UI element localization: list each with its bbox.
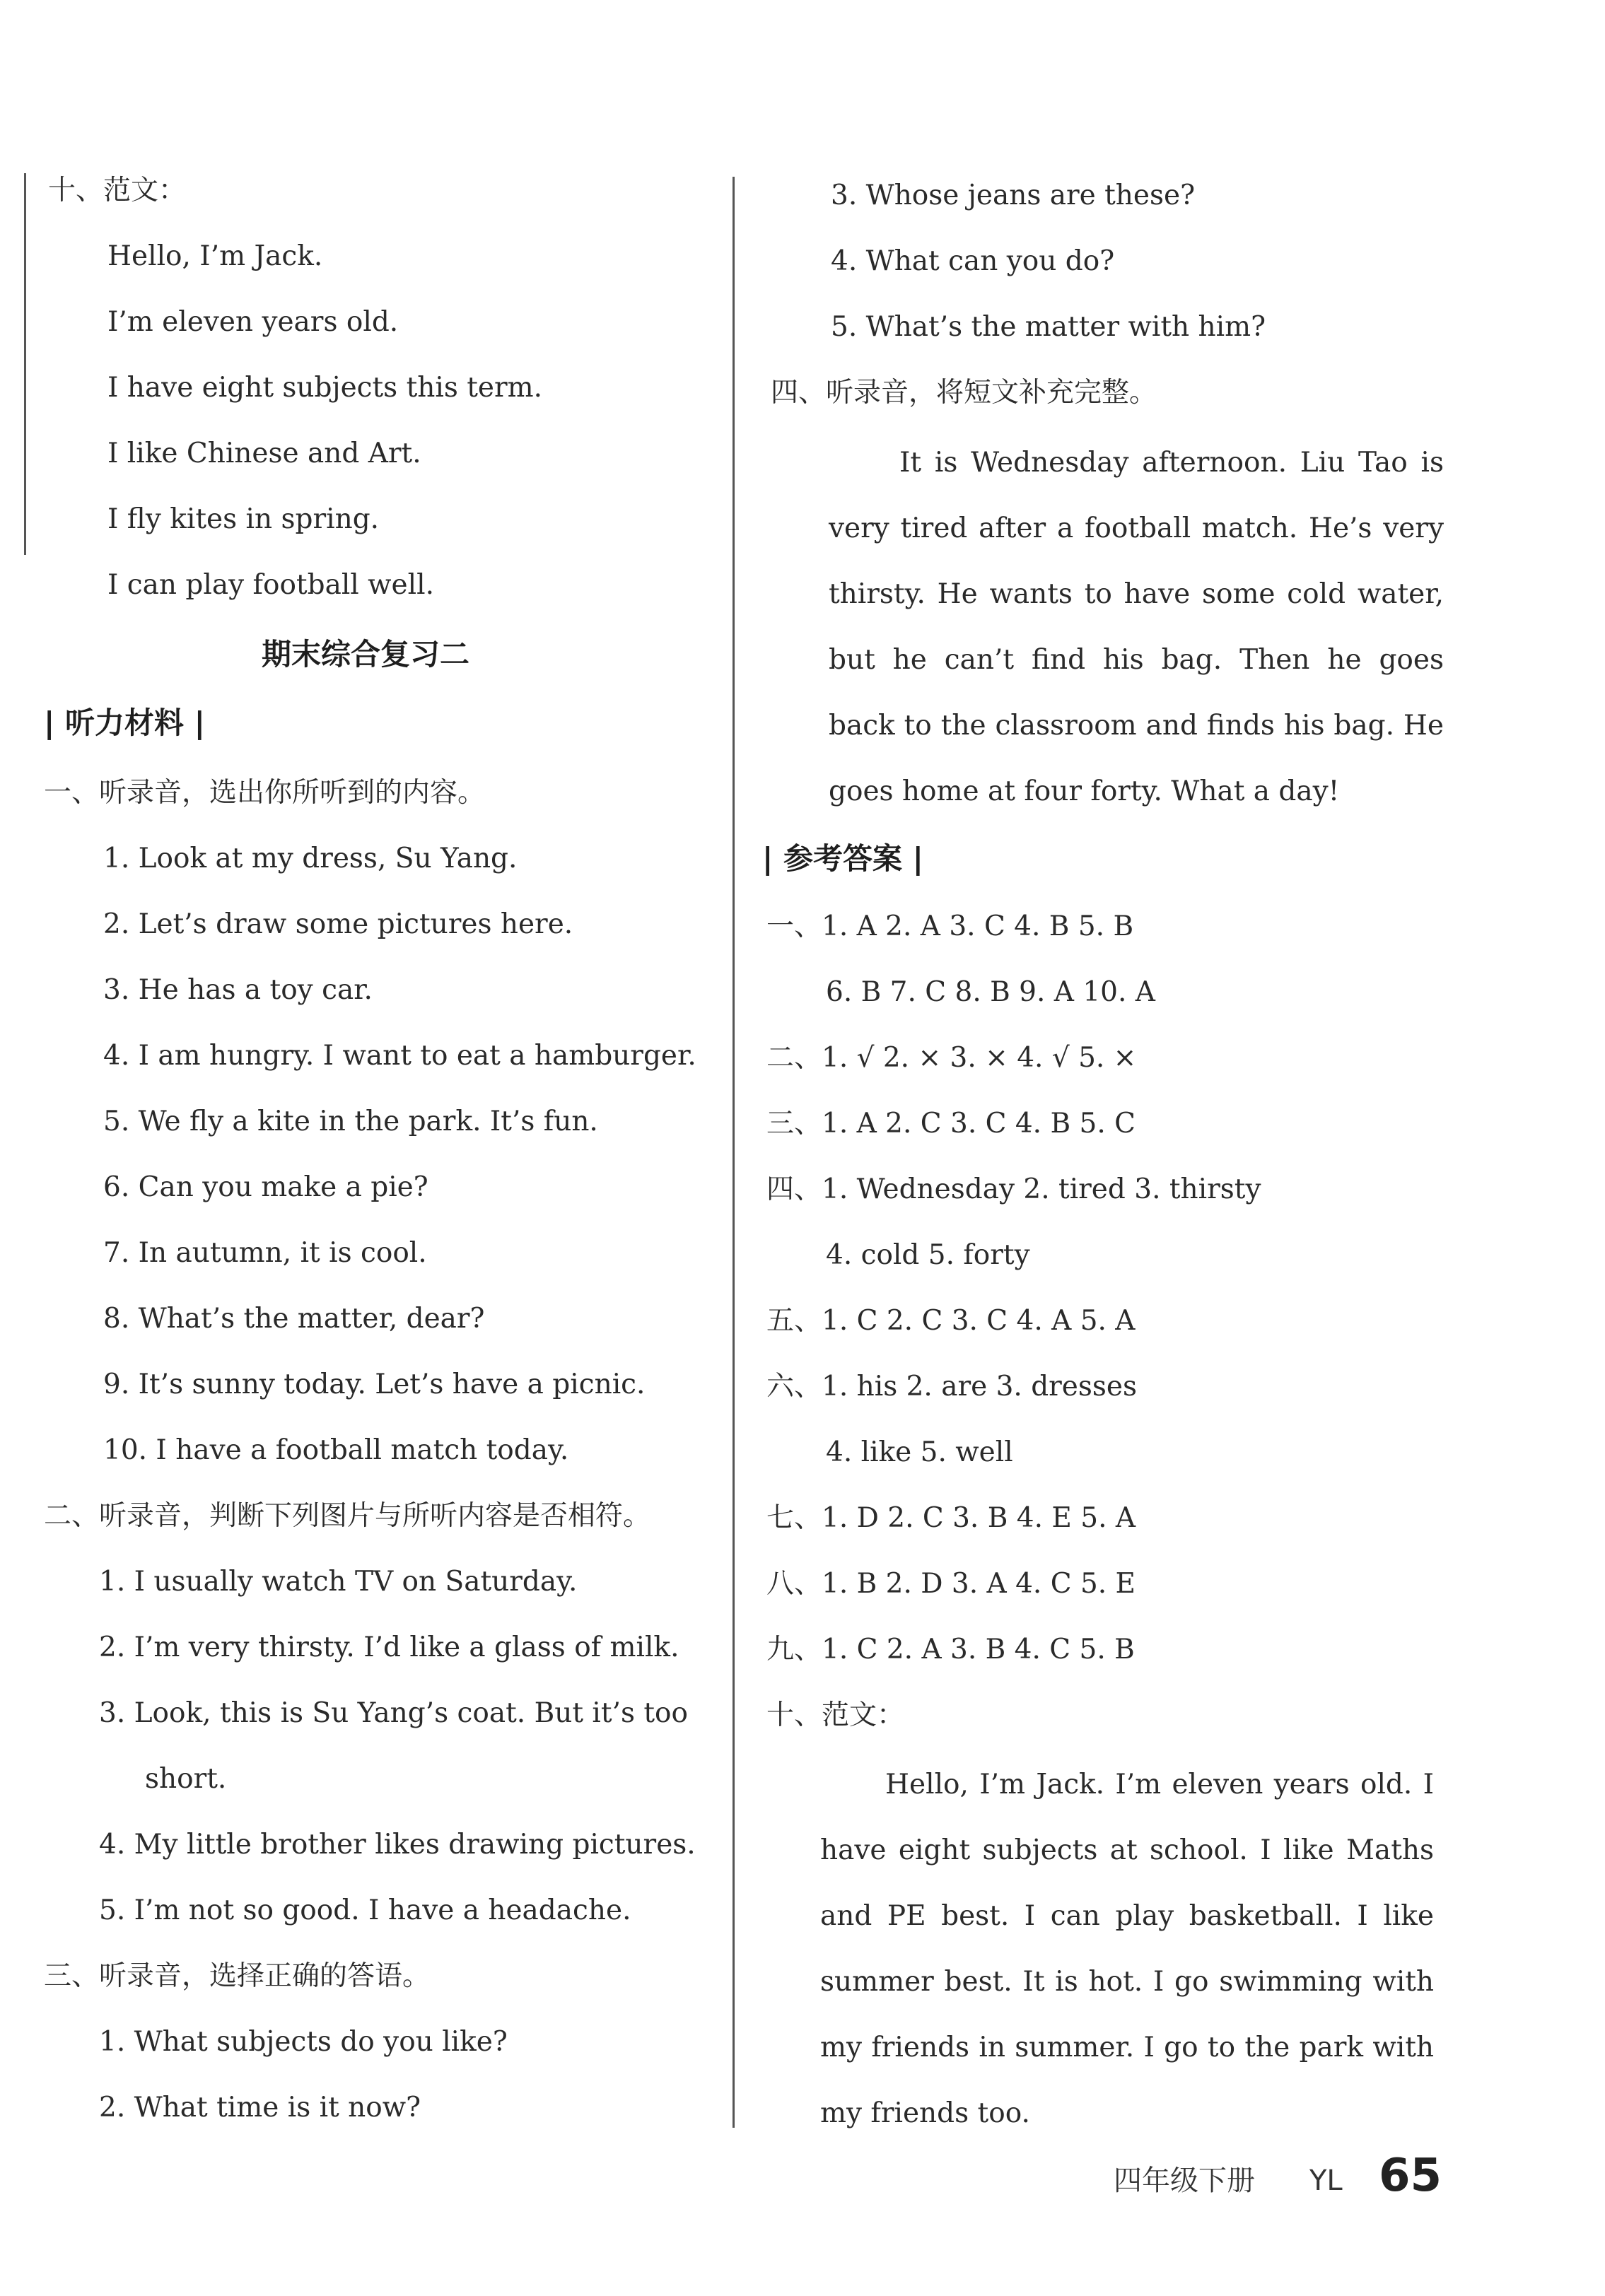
part4-title: 四、听录音，将短文补充完整。 bbox=[771, 377, 1157, 409]
answer-row: 六、1. his 2. are 3. dresses bbox=[766, 1371, 1138, 1402]
part3-item: 5. What’s the matter with him? bbox=[831, 311, 1266, 343]
prev-essay-line: I’m eleven years old. bbox=[107, 306, 399, 338]
answer-row: 4. cold 5. forty bbox=[826, 1239, 1030, 1271]
answer-row: 4. like 5. well bbox=[826, 1436, 1013, 1468]
prev-essay-line: I like Chinese and Art. bbox=[107, 438, 421, 469]
answer-row: 五、1. C 2. C 3. C 4. A 5. A bbox=[766, 1305, 1136, 1337]
part2-item: short. bbox=[145, 1763, 227, 1795]
answer-row: 6. B 7. C 8. B 9. A 10. A bbox=[826, 976, 1155, 1008]
column-divider bbox=[733, 177, 735, 2128]
part3-item: 1. What subjects do you like? bbox=[99, 2026, 508, 2058]
answer-row: 九、1. C 2. A 3. B 4. C 5. B bbox=[766, 1634, 1135, 1665]
section10-title: 十、范文： bbox=[766, 1699, 905, 1731]
part1-item: 10. I have a football match today. bbox=[103, 1434, 569, 1466]
prev-essay-line: Hello, I’m Jack. bbox=[107, 240, 323, 272]
footer-series-code: YL bbox=[1309, 2165, 1343, 2197]
section10-essay: Hello, I’m Jack. I’m eleven years old. I have eight subjects at school. I like Maths and PE best. I can play basketball. I like summer best. It is hot. I go swimming with my friends in summer. I go to the park with my friends too. bbox=[820, 1769, 1434, 2129]
part1-item: 7. In autumn, it is cool. bbox=[103, 1237, 427, 1269]
answer-row: 四、1. Wednesday 2. tired 3. thirsty bbox=[766, 1173, 1261, 1205]
part3-item: 2. What time is it now? bbox=[99, 2092, 421, 2124]
review-title: 期末综合复习二 bbox=[262, 637, 470, 672]
part1-item: 2. Let’s draw some pictures here. bbox=[103, 908, 573, 940]
answer-row: 三、1. A 2. C 3. C 4. B 5. C bbox=[766, 1108, 1136, 1140]
part3-title: 三、听录音，选择正确的答语。 bbox=[44, 1960, 431, 1992]
answer-row: 一、1. A 2. A 3. C 4. B 5. B bbox=[766, 910, 1134, 942]
answers-heading: | 参考答案 | bbox=[762, 841, 923, 876]
part4-passage: It is Wednesday afternoon. Liu Tao is very tired after a football match. He’s very thirsty. He wants to have some cold water, but he can’t find his bag. Then he goes back to the classroom and finds his bag. He goes home at four forty. What a day! bbox=[829, 447, 1444, 807]
prev-section-10-title: 十、范文： bbox=[48, 175, 187, 206]
part1-title: 一、听录音，选出你所听到的内容。 bbox=[44, 777, 486, 809]
answer-row: 八、1. B 2. D 3. A 4. C 5. E bbox=[766, 1568, 1136, 1600]
footer-grade-label: 四年级下册 bbox=[1114, 2165, 1255, 2197]
part2-item: 3. Look, this is Su Yang’s coat. But it’s too bbox=[99, 1697, 689, 1729]
part1-item: 8. What’s the matter, dear? bbox=[103, 1303, 485, 1335]
answer-row: 七、1. D 2. C 3. B 4. E 5. A bbox=[766, 1502, 1136, 1534]
part1-item: 1. Look at my dress, Su Yang. bbox=[103, 843, 518, 874]
part2-item: 5. I’m not so good. I have a headache. bbox=[99, 1894, 631, 1926]
left-margin-rule bbox=[24, 173, 26, 555]
part3-item: 4. What can you do? bbox=[831, 245, 1115, 277]
part2-item: 1. I usually watch TV on Saturday. bbox=[99, 1566, 578, 1598]
part1-item: 9. It’s sunny today. Let’s have a picnic. bbox=[103, 1369, 646, 1400]
part1-item: 4. I am hungry. I want to eat a hamburger. bbox=[103, 1040, 696, 1072]
prev-essay-line: I fly kites in spring. bbox=[107, 503, 380, 535]
part2-item: 4. My little brother likes drawing pictures. bbox=[99, 1829, 696, 1861]
part2-title: 二、听录音，判断下列图片与所听内容是否相符。 bbox=[44, 1500, 651, 1532]
part3-item: 3. Whose jeans are these? bbox=[831, 180, 1195, 211]
page-number: 65 bbox=[1379, 2150, 1442, 2202]
part1-item: 5. We fly a kite in the park. It’s fun. bbox=[103, 1106, 598, 1137]
part1-item: 3. He has a toy car. bbox=[103, 974, 373, 1006]
prev-essay-line: I can play football well. bbox=[107, 569, 434, 601]
part1-item: 6. Can you make a pie? bbox=[103, 1171, 428, 1203]
listening-heading: | 听力材料 | bbox=[44, 705, 205, 740]
answer-row: 二、1. √ 2. × 3. × 4. √ 5. × bbox=[766, 1042, 1137, 1074]
prev-essay-line: I have eight subjects this term. bbox=[107, 372, 543, 404]
part2-item: 2. I’m very thirsty. I’d like a glass of milk. bbox=[99, 1632, 679, 1663]
